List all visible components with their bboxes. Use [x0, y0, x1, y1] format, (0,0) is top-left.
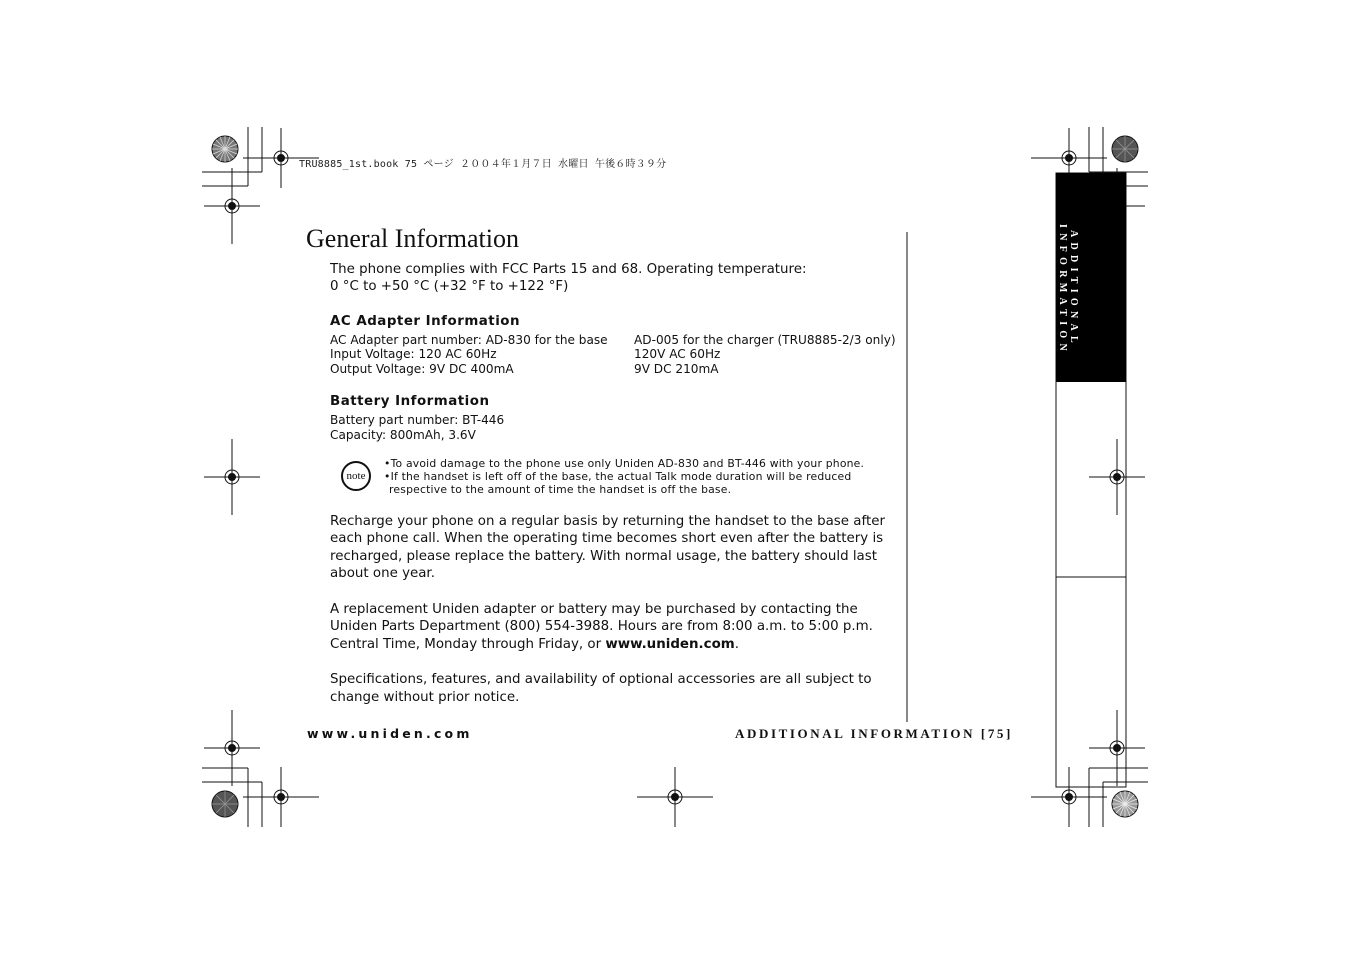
footer-section-page: ADDITIONAL INFORMATION [75]	[735, 726, 1013, 741]
note-bullet-1: •To avoid damage to the phone use only Uniden AD-830 and BT-446 with your phone.	[384, 457, 865, 470]
note-icon-label: note	[346, 470, 366, 482]
replacement-line-1: A replacement Uniden adapter or battery may be purchased by contacting the	[330, 602, 858, 617]
ac-adapter-heading: AC Adapter Information	[330, 314, 521, 329]
note-icon	[341, 461, 371, 491]
section-tab-label-line2: INFORMATION	[1057, 224, 1068, 357]
recharge-line-2: each phone call. When the operating time becomes short even after the battery is	[330, 531, 884, 546]
ac-adapter-left-2: Input Voltage: 120 AC 60Hz	[330, 347, 497, 361]
recharge-line-1: Recharge your phone on a regular basis by returning the handset to the base after	[330, 514, 885, 529]
ac-adapter-left-3: Output Voltage: 9V DC 400mA	[330, 362, 514, 376]
recharge-line-4: about one year.	[330, 566, 435, 581]
replacement-line-2: Uniden Parts Department (800) 554-3988. Hours are from 8:00 a.m. to 5:00 p.m.	[330, 619, 873, 634]
uniden-website-link[interactable]: www.uniden.com	[605, 637, 735, 652]
battery-capacity: Capacity: 800mAh, 3.6V	[330, 428, 476, 442]
battery-part-number: Battery part number: BT-446	[330, 413, 505, 427]
note-bullet-2-line-1: •If the handset is left off of the base, the actual Talk mode duration will be reduced	[384, 470, 852, 483]
ac-adapter-right-2: 120V AC 60Hz	[634, 347, 721, 361]
note-bullet-2-line-2: respective to the amount of time the handset is off the base.	[389, 483, 732, 496]
section-tab-label-line1: ADDITIONAL	[1068, 230, 1079, 349]
page-title: General Information	[306, 224, 519, 253]
print-file-stamp: TRU8885_1st.book 75 ページ ２００４年１月７日 水曜日 午後６時３９分	[299, 159, 667, 170]
replacement-line-3	[330, 636, 739, 654]
battery-heading: Battery Information	[330, 394, 490, 409]
specs-line-1: Specifications, features, and availability of optional accessories are all subject to	[330, 672, 872, 687]
intro-line-2: 0 °C to +50 °C (+32 °F to +122 °F)	[330, 279, 569, 294]
replacement-line-3-suffix: .	[734, 637, 739, 652]
ac-adapter-right-3: 9V DC 210mA	[634, 362, 719, 376]
replacement-line-3-prefix: Central Time, Monday through Friday, or	[330, 637, 606, 652]
ac-adapter-left-1: AC Adapter part number: AD-830 for the base	[330, 333, 608, 347]
intro-line-1: The phone complies with FCC Parts 15 and 68. Operating temperature:	[330, 262, 807, 277]
specs-line-2: change without prior notice.	[330, 690, 520, 705]
recharge-line-3: recharged, please replace the battery. With normal usage, the battery should last	[330, 549, 877, 564]
footer-website: www.uniden.com	[307, 726, 473, 741]
ac-adapter-right-1: AD-005 for the charger (TRU8885-2/3 only)	[634, 333, 896, 347]
